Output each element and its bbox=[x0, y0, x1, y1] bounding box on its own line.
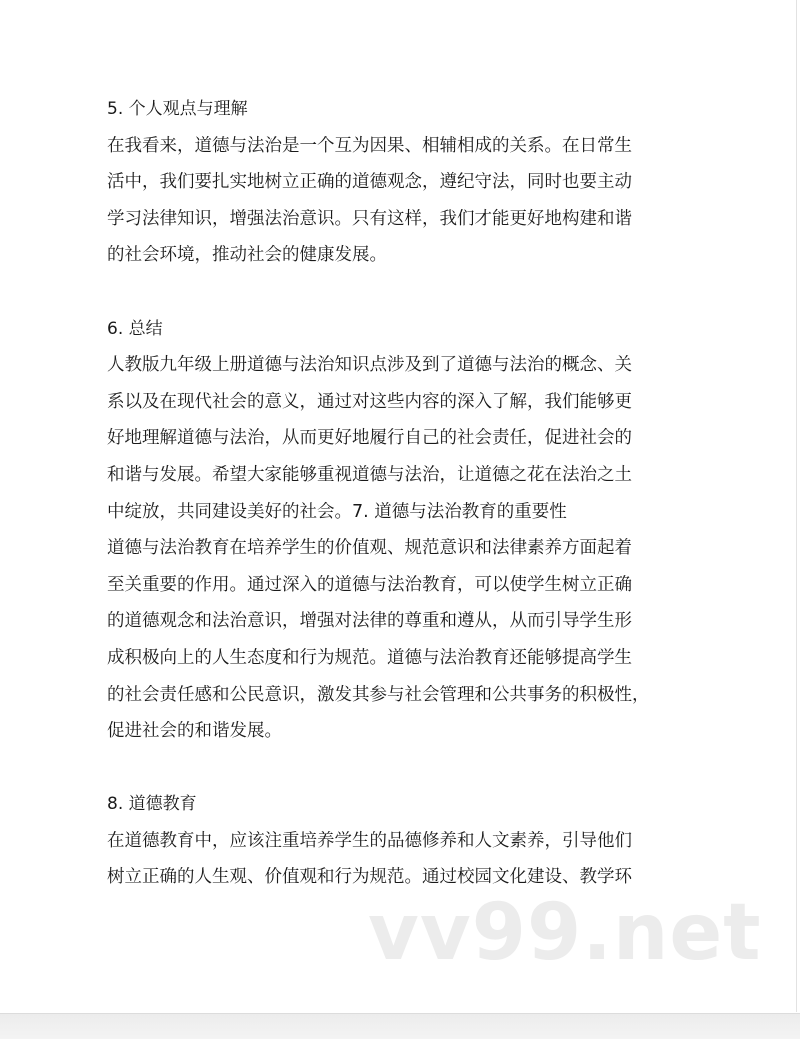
text-line: 至关重要的作用。通过深入的道德与法治教育，可以使学生树立正确 bbox=[107, 574, 632, 595]
text-line: 树立正确的人生观、价值观和行为规范。通过校园文化建设、教学环 bbox=[107, 867, 632, 888]
section-heading: 5. 个人观点与理解 bbox=[107, 99, 248, 119]
text-line: 的社会环境，推动社会的健康发展。 bbox=[107, 245, 387, 266]
paragraph-spacer bbox=[107, 750, 707, 787]
text-line: 促进社会的和谐发展。 bbox=[107, 721, 282, 742]
document-body bbox=[107, 91, 707, 896]
text-line: 在我看来，道德与法治是一个互为因果、相辅相成的关系。在日常生 bbox=[107, 135, 632, 156]
text-line: 道德与法治教育在培养学生的价值观、规范意识和法律素养方面起着 bbox=[107, 538, 632, 559]
text-line: 好地理解道德与法治，从而更好地履行自己的社会责任，促进社会的 bbox=[107, 428, 632, 449]
text-line: 在道德教育中，应该注重培养学生的品德修养和人文素养，引导他们 bbox=[107, 830, 632, 851]
text-line: 学习法律知识，增强法治意识。只有这样，我们才能更好地构建和谐 bbox=[107, 208, 632, 229]
paragraph-spacer bbox=[107, 274, 707, 311]
section-8 bbox=[107, 786, 707, 896]
text-line: 和谐与发展。希望大家能够重视道德与法治，让道德之花在法治之土 bbox=[107, 464, 632, 485]
page-bottom-edge bbox=[0, 1013, 800, 1039]
text-line: 中绽放，共同建设美好的社会。7. 道德与法治教育的重要性 bbox=[107, 501, 567, 522]
text-line: 人教版九年级上册道德与法治知识点涉及到了道德与法治的概念、关 bbox=[107, 355, 632, 376]
text-line: 的社会责任感和公民意识，激发其参与社会管理和公共事务的积极性， bbox=[107, 684, 650, 705]
text-line: 系以及在现代社会的意义，通过对这些内容的深入了解，我们能够更 bbox=[107, 391, 632, 412]
section-6 bbox=[107, 311, 707, 750]
watermark: vv99.net bbox=[368, 888, 762, 978]
text-line: 的道德观念和法治意识，增强对法律的尊重和遵从，从而引导学生形 bbox=[107, 611, 632, 632]
text-line: 活中，我们要扎实地树立正确的道德观念，遵纪守法，同时也要主动 bbox=[107, 172, 632, 193]
section-heading: 6. 总结 bbox=[107, 318, 163, 339]
text-line: 成积极向上的人生态度和行为规范。道德与法治教育还能够提高学生 bbox=[107, 647, 632, 668]
section-5 bbox=[107, 91, 707, 274]
section-heading: 8. 道德教育 bbox=[107, 794, 197, 815]
